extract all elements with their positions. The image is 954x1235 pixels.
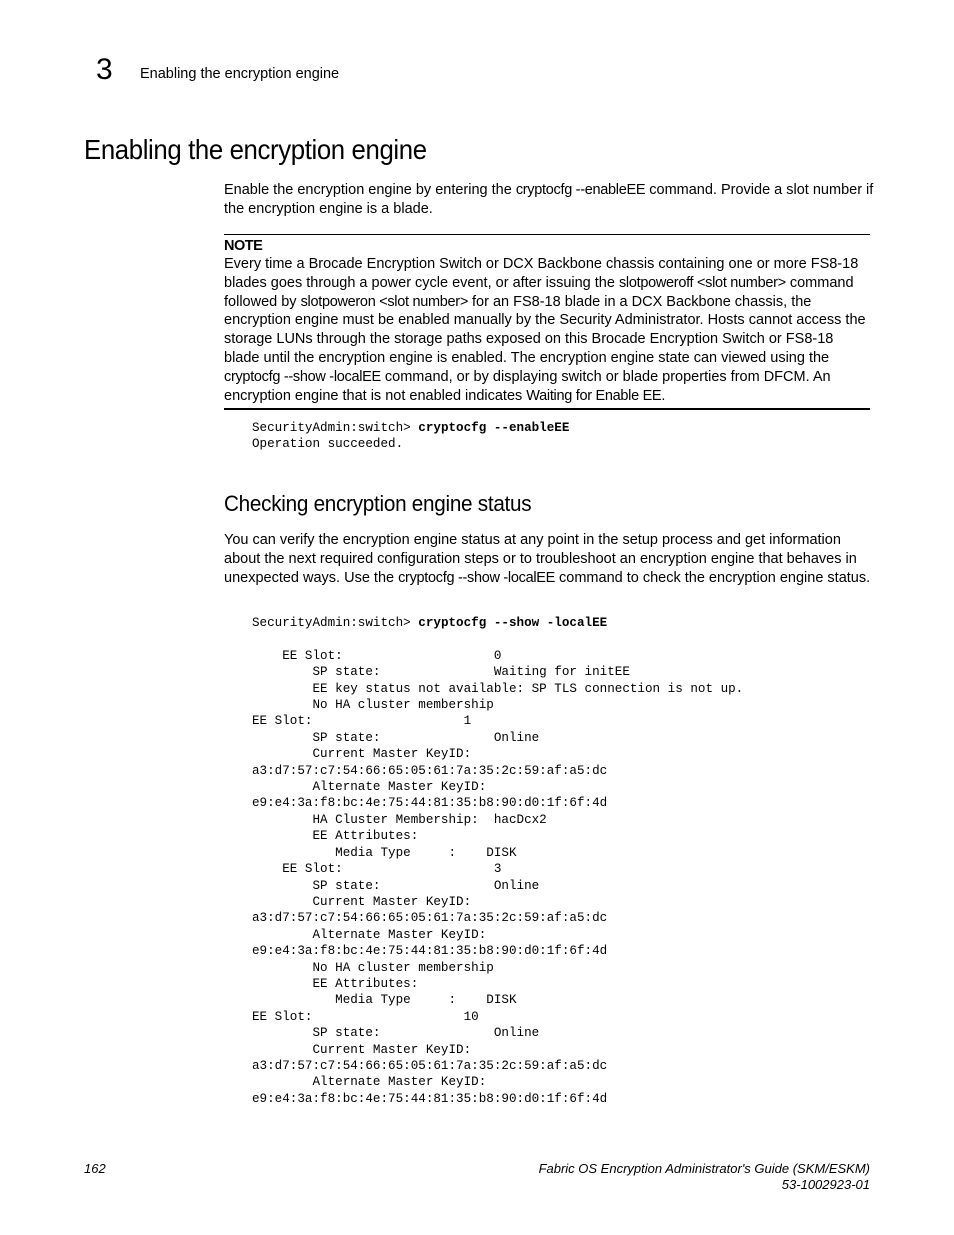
enable-intro-text-1: Enable the encryption engine by entering the [224, 182, 516, 198]
enable-intro-text-2: command. Provide a slot number if the encryption engine is a blade. [224, 182, 874, 217]
status-intro-text-2: command to check the encryption engine status. [555, 569, 871, 586]
note-command-slotpoweron: slotpoweron <slot number> [300, 293, 468, 310]
status-command-inline: cryptocfg --show -localEE [398, 569, 555, 586]
note-status-waiting: Waiting for Enable EE [526, 387, 662, 404]
running-header-title: Enabling the encryption engine [140, 66, 340, 82]
section-title-enabling: Enabling the encryption engine [84, 134, 427, 165]
code-block-enable [252, 420, 569, 453]
chapter-number: 3 [96, 53, 113, 86]
code-output: Operation succeeded. [252, 437, 404, 452]
footer-page-number: 162 [84, 1161, 106, 1176]
note-text-1: Every time a Brocade Encryption Switch or DCX Backbone chassis containing one or more FS8-18 blades goes through a power cycle event, or after issuing the [224, 256, 859, 291]
enable-command-inline: cryptocfg --enableEE [515, 182, 646, 198]
code-block-show-localee [252, 615, 743, 1107]
note-text-3: for an FS8-18 blade in a DCX Backbone chassis, the encryption engine must be enabled manually by the Security Administrator. Hosts cannot access the storage LUNs through the storage paths exposed on this Brocade Encryption Switch or FS8-18 blade until the encryption engine is enabled. The encryption engine state can viewed using the [224, 293, 866, 366]
section-title-checking-status: Checking encryption engine status [224, 491, 532, 516]
note-command-slotpoweroff: slotpoweroff <slot number> [618, 274, 786, 291]
note-bottom-rule [224, 408, 870, 410]
note-text-5: . [661, 387, 666, 404]
note-label: NOTE [224, 238, 263, 254]
code-prompt: SecurityAdmin:switch> [252, 616, 419, 630]
note-body [224, 255, 870, 405]
footer-doc-title: Fabric OS Encryption Administrator's Guide (SKM/ESKM) [538, 1161, 870, 1176]
code-output: EE Slot: 0 SP state: Waiting for initEE EE key status not available: SP TLS connection is not up. No HA cluster membership EE Slot: 1 SP state: Online Current Master KeyID: a3:d7:57:c7:54:66:65:05:61:7a:35:2c:59:af:a5:dc Alternate Master KeyID: e9:e4:3a:f8:bc:4e:75:44:81:35:b8:90:d0:1f:6f:4d HA Cluster Membership: hacDcx2 EE Attributes: Media Type : DISK EE Slot: 3 SP state: Online Current Master KeyID: a3:d7:57:c7:54:66:65:05:61:7a:35:2c:59:af:a5:dc Alternate Master KeyID: e9:e4:3a:f8:bc:4e:75:44:81:35:b8:90:d0:1f:6f:4d No HA cluster membership EE Attributes: Media Type : DISK EE Slot: 10 SP state: Online Current Master KeyID: a3:d7:57:c7:54:66:65:05:61:7a:35:2c:59:af:a5:dc Alternate Master KeyID: e9:e4:3a:f8:bc:4e:75:44:81:35:b8:90:d0:1f:6f:4d [252, 648, 744, 1106]
note-top-rule [224, 234, 870, 235]
note-text-4: command, or by displaying switch or blade properties from DFCM. An encryption engine that is not enabled indicates [224, 368, 831, 404]
enable-intro-paragraph [224, 181, 874, 219]
status-intro-text-1: You can verify the encryption engine status at any point in the setup process and get information about the next required configuration steps or to troubleshoot an encryption engine that behaves in unexpected ways. Use the [224, 532, 857, 586]
status-intro-paragraph [224, 531, 874, 587]
footer-doc-number: 53-1002923-01 [781, 1177, 870, 1192]
code-prompt: SecurityAdmin:switch> [252, 421, 419, 435]
code-command: cryptocfg --enableEE [418, 421, 570, 435]
code-command: cryptocfg --show -localEE [418, 616, 608, 630]
footer-doc-info [539, 1161, 870, 1193]
note-text-2: command followed by [224, 274, 854, 310]
note-command-show-localee: cryptocfg --show -localEE [224, 368, 381, 385]
